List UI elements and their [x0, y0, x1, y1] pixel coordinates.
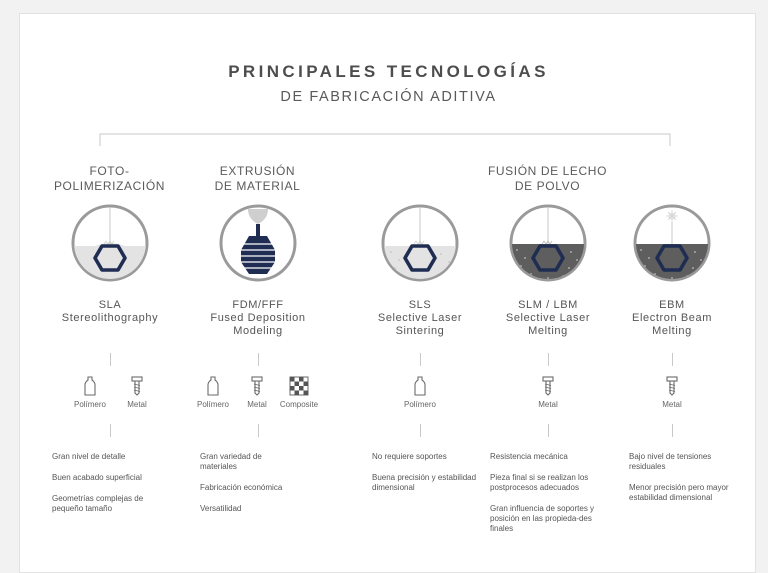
- category-fusion-lecho-polvo: [465, 164, 630, 194]
- tech-sls: [350, 299, 490, 338]
- connector-line: [420, 353, 421, 366]
- tech-line: Modeling: [233, 325, 283, 337]
- category-line: FUSIÓN DE LECHO: [487, 164, 607, 178]
- composite-icon: [289, 376, 309, 396]
- feature-item: Gran nivel de detalle: [52, 452, 126, 461]
- material-composite: [269, 376, 329, 409]
- feature-item: Buen acabado superficial: [52, 473, 142, 482]
- tech-line: SLM / LBM: [518, 299, 578, 311]
- feature-item: Gran influencia de soportes y posición en las propieda-des finales: [490, 504, 595, 533]
- feature-item: Pieza final si se realizan los postprocesos adecuados: [490, 473, 589, 492]
- tech-sla: [40, 299, 180, 325]
- bottle-icon: [414, 376, 426, 396]
- tech-ebm: [602, 299, 742, 338]
- ebm-process-icon: [631, 202, 713, 284]
- infographic-page: [19, 13, 756, 573]
- tech-line: Selective Laser: [377, 312, 463, 324]
- connector-line: [258, 353, 259, 366]
- bottle-icon: [84, 376, 96, 396]
- tech-slm: [478, 299, 618, 338]
- screw-icon: [251, 376, 263, 396]
- screw-icon: [666, 376, 678, 396]
- tech-line: SLA: [98, 299, 122, 311]
- connector-line: [110, 424, 111, 437]
- material-polimero: [390, 376, 450, 409]
- category-extrusion: [185, 164, 330, 194]
- feature-item: No requiere soportes: [372, 452, 447, 461]
- tech-line: Sintering: [395, 325, 445, 337]
- material-label: Composite: [279, 400, 319, 409]
- material-label: Polímero: [73, 400, 106, 409]
- material-label: Polímero: [403, 400, 436, 409]
- material-label: Metal: [662, 400, 682, 409]
- fdm-process-icon: [217, 202, 299, 284]
- category-line: POLIMERIZACIÓN: [53, 179, 166, 193]
- tech-line: FDM/FFF: [232, 299, 284, 311]
- material-metal: [642, 376, 702, 409]
- category-fotopolimerizacion: [32, 164, 187, 194]
- connector-line: [548, 353, 549, 366]
- slm-process-icon: [507, 202, 589, 284]
- feature-item: Geometrías complejas de pequeño tamaño: [52, 494, 144, 513]
- connector-line: [110, 353, 111, 366]
- connector-line: [672, 353, 673, 366]
- material-label: Polímero: [196, 400, 229, 409]
- category-line: EXTRUSIÓN: [219, 164, 296, 178]
- tech-line: Electron Beam: [632, 312, 712, 324]
- tech-line: Melting: [528, 325, 568, 337]
- screw-icon: [542, 376, 554, 396]
- screw-icon: [131, 376, 143, 396]
- connector-line: [258, 424, 259, 437]
- feature-item: Buena precisión y estabilidad dimensional: [372, 473, 477, 492]
- connector-line: [420, 424, 421, 437]
- bottle-icon: [207, 376, 219, 396]
- tech-fdm: [188, 299, 328, 338]
- page-subtitle: DE FABRICACIÓN ADITIVA: [280, 89, 497, 105]
- material-label: Metal: [127, 400, 147, 409]
- sla-process-icon: [69, 202, 151, 284]
- sls-features: [372, 452, 502, 504]
- tech-line: Stereolithography: [61, 312, 159, 324]
- tech-line: EBM: [659, 299, 685, 311]
- material-metal: [518, 376, 578, 409]
- feature-item: Fabricación económica: [200, 483, 283, 492]
- ebm-features: [629, 452, 759, 514]
- connector-line: [548, 424, 549, 437]
- feature-item: Menor precisión pero mayor estabilidad dimensional: [629, 483, 729, 502]
- feature-item: Resistencia mecánica: [490, 452, 568, 461]
- tech-line: SLS: [408, 299, 432, 311]
- material-label: Metal: [247, 400, 267, 409]
- material-metal: [107, 376, 167, 409]
- fdm-features: [200, 452, 330, 525]
- slm-features: [490, 452, 620, 545]
- category-line: DE POLVO: [514, 179, 581, 193]
- material-label: Metal: [538, 400, 558, 409]
- connector-line: [672, 424, 673, 437]
- category-line: FOTO-: [89, 164, 130, 178]
- tech-line: Selective Laser: [505, 312, 591, 324]
- sls-process-icon: [379, 202, 461, 284]
- tech-line: Fused Deposition: [210, 312, 306, 324]
- category-line: DE MATERIAL: [214, 179, 301, 193]
- category-bracket: [20, 14, 757, 164]
- feature-item: Bajo nivel de tensiones residuales: [629, 452, 712, 471]
- page-title: PRINCIPALES TECNOLOGÍAS: [228, 62, 549, 81]
- feature-item: Gran variedad de materiales: [200, 452, 262, 471]
- tech-line: Melting: [652, 325, 692, 337]
- feature-item: Versatilidad: [200, 504, 242, 513]
- sla-features: [52, 452, 182, 525]
